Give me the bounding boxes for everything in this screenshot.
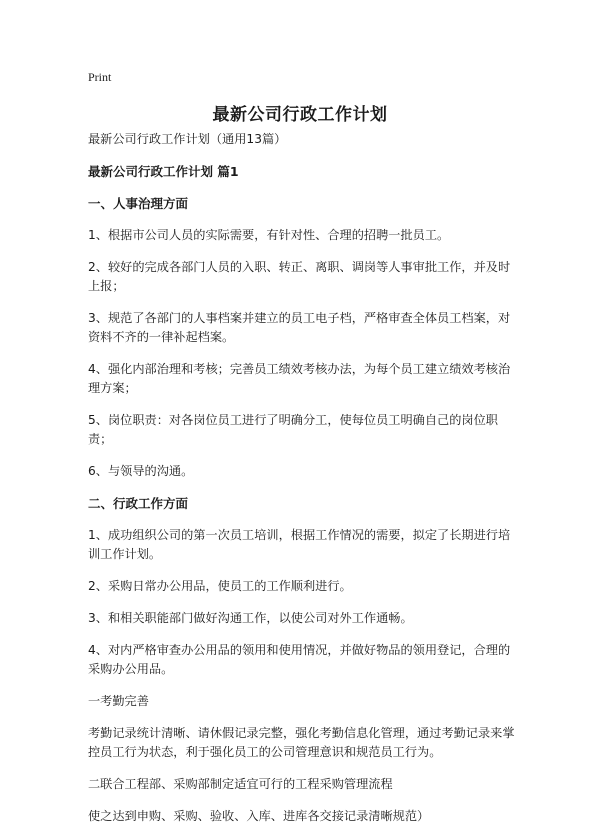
- part1-item: 1、根据市公司人员的实际需要，有针对性、合理的招聘一批员工。: [88, 228, 450, 242]
- attendance-heading: 一考勤完善: [88, 694, 149, 708]
- section-title: 最新公司行政工作计划 篇1: [88, 164, 239, 179]
- procurement-text: 使之达到申购、采购、验收、入库、进库各交接记录清晰规范）: [88, 809, 430, 823]
- part1-item: 3、规范了各部门的人事档案并建立的员工电子档，严格审查全体员工档案，对资料不齐的一律补起档案。: [88, 311, 511, 344]
- part2-item: 3、和相关职能部门做好沟通工作，以使公司对外工作通畅。: [88, 611, 413, 625]
- print-label: Print: [88, 70, 112, 84]
- part1-item: 2、较好的完成各部门人员的入职、转正、离职、调岗等人事审批工作，并及时上报；: [88, 260, 511, 293]
- document-subtitle: 最新公司行政工作计划（通用13篇）: [88, 132, 287, 146]
- document-title: 最新公司行政工作计划: [212, 105, 388, 125]
- part2-item: 4、对内严格审查办公用品的领用和使用情况，并做好物品的领用登记，合理的采购办公用品。: [88, 643, 511, 676]
- part1-item: 5、岗位职责：对各岗位员工进行了明确分工，使每位员工明确自己的岗位职责；: [88, 413, 498, 446]
- part2-item: 1、成功组织公司的第一次员工培训，根据工作情况的需要，拟定了长期进行培训工作计划。: [88, 528, 511, 561]
- procurement-heading: 二联合工程部、采购部制定适宜可行的工程采购管理流程: [88, 777, 393, 791]
- part2-item: 2、采购日常办公用品，使员工的工作顺利进行。: [88, 579, 352, 593]
- part2-heading: 二、行政工作方面: [88, 496, 189, 511]
- part1-item: 6、与领导的沟通。: [88, 464, 194, 478]
- document-body: [88, 130, 518, 839]
- part1-heading: 一、人事治理方面: [88, 196, 189, 211]
- part1-item: 4、强化内部治理和考核；完善员工绩效考核办法，为每个员工建立绩效考核治理方案；: [88, 362, 511, 395]
- attendance-text: 考勤记录统计清晰、请休假记录完整，强化考勤信息化管理，通过考勤记录来掌控员工行为状态，利于强化员工的公司管理意识和规范员工行为。: [88, 726, 515, 759]
